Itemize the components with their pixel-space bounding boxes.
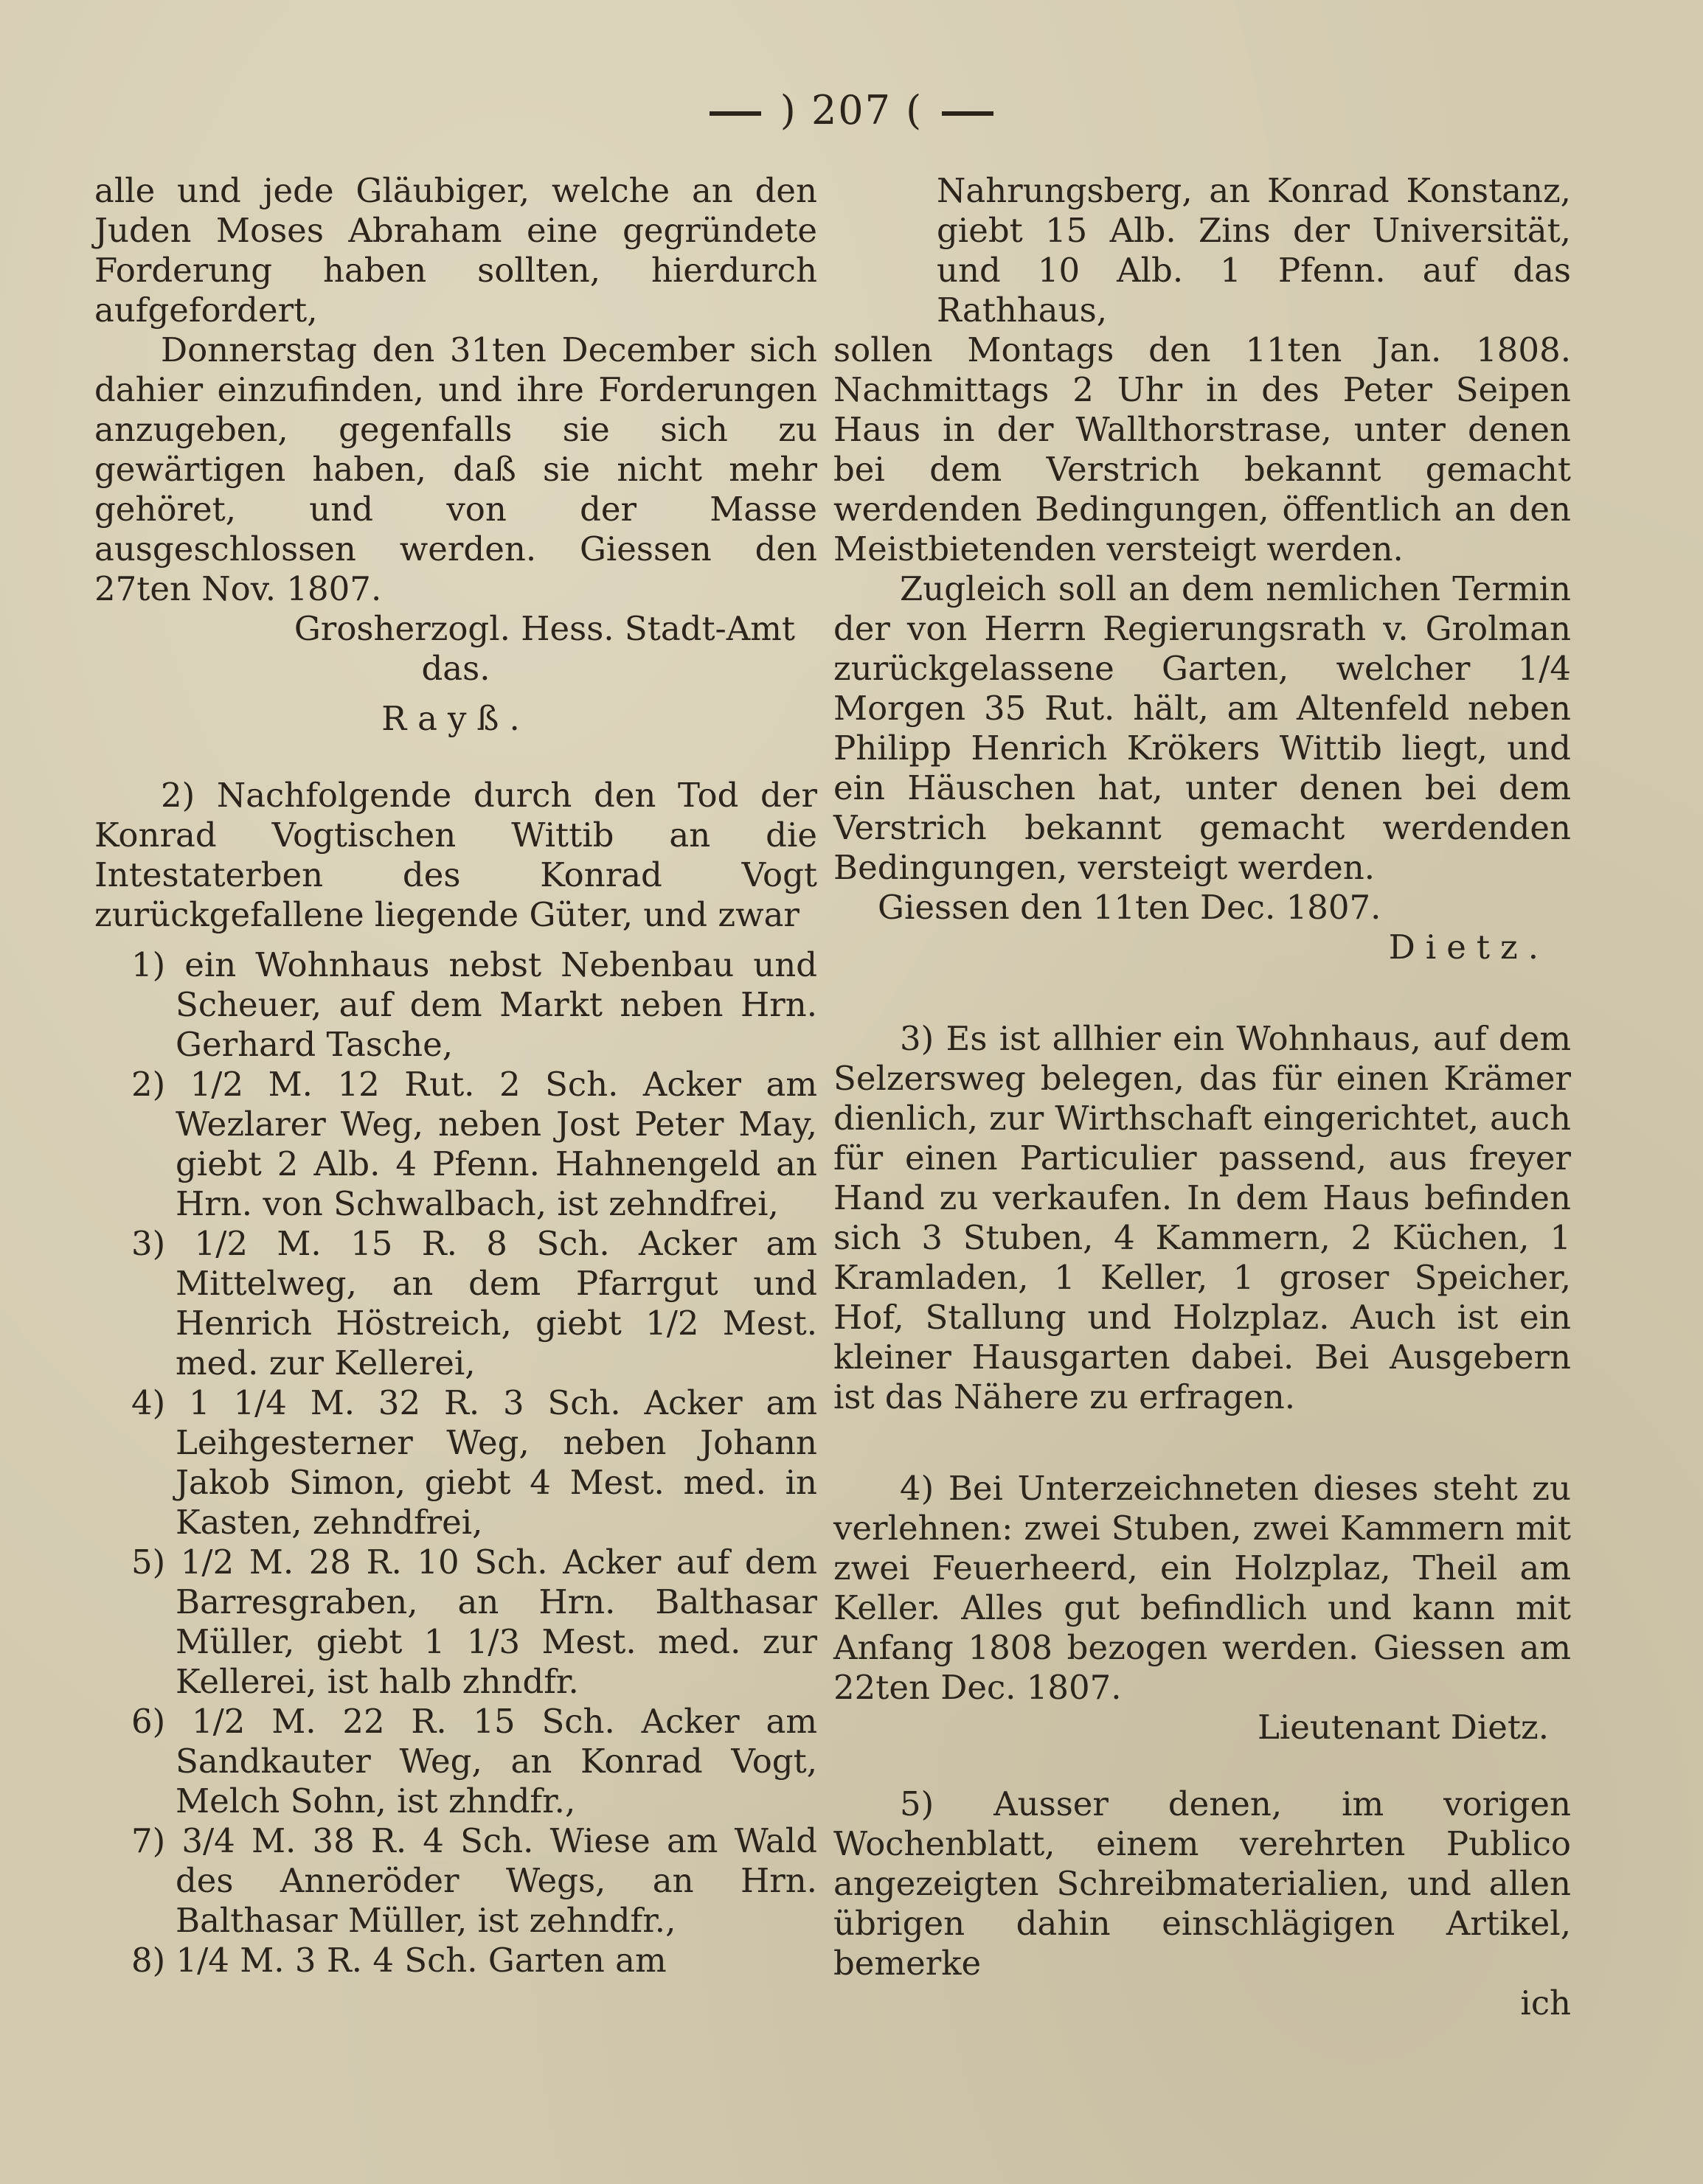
catchword: ich (1520, 1983, 1571, 2023)
right-column (833, 171, 1571, 2023)
property-item: 2) 1/2 M. 12 Rut. 2 Sch. Acker am Wezlarer Weg, neben Jost Peter May, giebt 2 Alb. 4 Pfenn. Hahnengeld an Hrn. von Schwalbach, ist zehndfrei, (131, 1065, 817, 1223)
property-item: 3) 1/2 M. 15 R. 8 Sch. Acker am Mittelweg, an dem Pfarrgut und Henrich Höstreich, giebt 1/2 Mest. med. zur Kellerei, (131, 1224, 817, 1383)
creditors-summons: Donnerstag den 31ten December sich dahier einzufinden, und ihre Forderungen anzugeben, gegenfalls sie sich zu gewärtigen haben, daß sie nicht mehr gehöret, und von der Masse ausgeschlossen werden. Giessen den 27ten Nov. 1807. (94, 330, 817, 608)
signature-dietz: Dietz. (1388, 928, 1549, 967)
creditors-intro: alle und jede Gläubiger, welche an den Juden Moses Abraham eine gegründete Forderung haben sollten, hierdurch aufgefordert, (94, 171, 817, 330)
item-8-continuation: Nahrungsberg, an Konrad Konstanz, giebt 15 Alb. Zins der Universität, und 10 Alb. 1 Pfenn. auf das Rathhaus, (937, 171, 1571, 330)
property-item: 4) 1 1/4 M. 32 R. 3 Sch. Acker am Leihgesterner Weg, neben Johann Jakob Simon, giebt 4 Mest. med. in Kasten, zehndfrei, (131, 1383, 817, 1542)
office-line: Grosherzogl. Hess. Stadt-Amt (294, 609, 795, 648)
auction-notice: sollen Montags den 11ten Jan. 1808. Nachmittags 2 Uhr in des Peter Seipen Haus in der Wallthorstrase, unter denen bei dem Verstrich bekannt gemacht werdenden Bedingungen, öffentlich an den Meistbietenden versteigt werden. (833, 330, 1571, 568)
section-5-stationery: 5) Ausser denen, im vorigen Wochenblatt, einem verehrten Publico angezeigten Schreibmaterialien, und allen übrigen dahin einschlägigen Artikel, bemerke (833, 1784, 1571, 1983)
left-column (94, 171, 817, 1980)
date-line: Giessen den 11ten Dec. 1807. (878, 888, 1381, 927)
property-item: 7) 3/4 M. 38 R. 4 Sch. Wiese am Wald des Anneröder Wegs, an Hrn. Balthasar Müller, ist zehndfr., (131, 1821, 817, 1940)
header-rule-right (942, 111, 993, 116)
page-header (0, 87, 1703, 133)
office-line-das: das. (421, 649, 490, 688)
property-item: 5) 1/2 M. 28 R. 10 Sch. Acker auf dem Barresgraben, an Hrn. Balthasar Müller, giebt 1 1/3 Mest. med. zur Kellerei, ist halb zhndfr. (131, 1543, 817, 1701)
header-rule-left (710, 111, 761, 116)
signature-rayss: Rayß. (381, 699, 530, 738)
garden-notice: Zugleich soll an dem nemlichen Termin der von Herrn Regierungsrath v. Grolman zurückgelassene Garten, welcher 1/4 Morgen 35 Rut. hält, am Altenfeld neben Philipp Henrich Krökers Wittib liegt, und ein Häuschen hat, unter denen bei dem Verstrich bekannt gemacht werdenden Bedingungen, versteigt werden. (833, 569, 1571, 887)
section-3-house-sale: 3) Es ist allhier ein Wohnhaus, auf dem Selzersweg belegen, das für einen Krämer dienlich, zur Wirthschaft eingerichtet, auch für einen Particulier passend, aus freyer Hand zu verkaufen. In dem Haus befinden sich 3 Stuben, 4 Kammern, 2 Küchen, 1 Kramladen, 1 Keller, 1 groser Speicher, Hof, Stallung und Holzplaz. Auch ist ein kleiner Hausgarten dabei. Bei Ausgebern ist das Nähere zu erfragen. (833, 1019, 1571, 1416)
property-item: 6) 1/2 M. 22 R. 15 Sch. Acker am Sandkauter Weg, an Konrad Vogt, Melch Sohn, ist zhndfr., (131, 1702, 817, 1820)
page-number: ) 207 ( (780, 87, 923, 133)
section-2-intro: 2) Nachfolgende durch den Tod der Konrad Vogtischen Wittib an die Intestaterben des Konrad Vogt zurückgefallene liegende Güter, und zwar (94, 776, 817, 934)
section-4-rooms-for-rent: 4) Bei Unterzeichneten dieses steht zu verlehnen: zwei Stuben, zwei Kammern mit zwei Feuerheerd, ein Holzplaz, Theil am Keller. Alles gut befindlich und kann mit Anfang 1808 bezogen werden. Giessen am 22ten Dec. 1807. (833, 1469, 1571, 1707)
property-item: 1) ein Wohnhaus nebst Nebenbau und Scheuer, auf dem Markt neben Hrn. Gerhard Tasche, (131, 945, 817, 1064)
property-item: 8) 1/4 M. 3 R. 4 Sch. Garten am (131, 1941, 667, 1980)
signature-lieutenant-dietz: Lieutenant Dietz. (1258, 1708, 1549, 1747)
